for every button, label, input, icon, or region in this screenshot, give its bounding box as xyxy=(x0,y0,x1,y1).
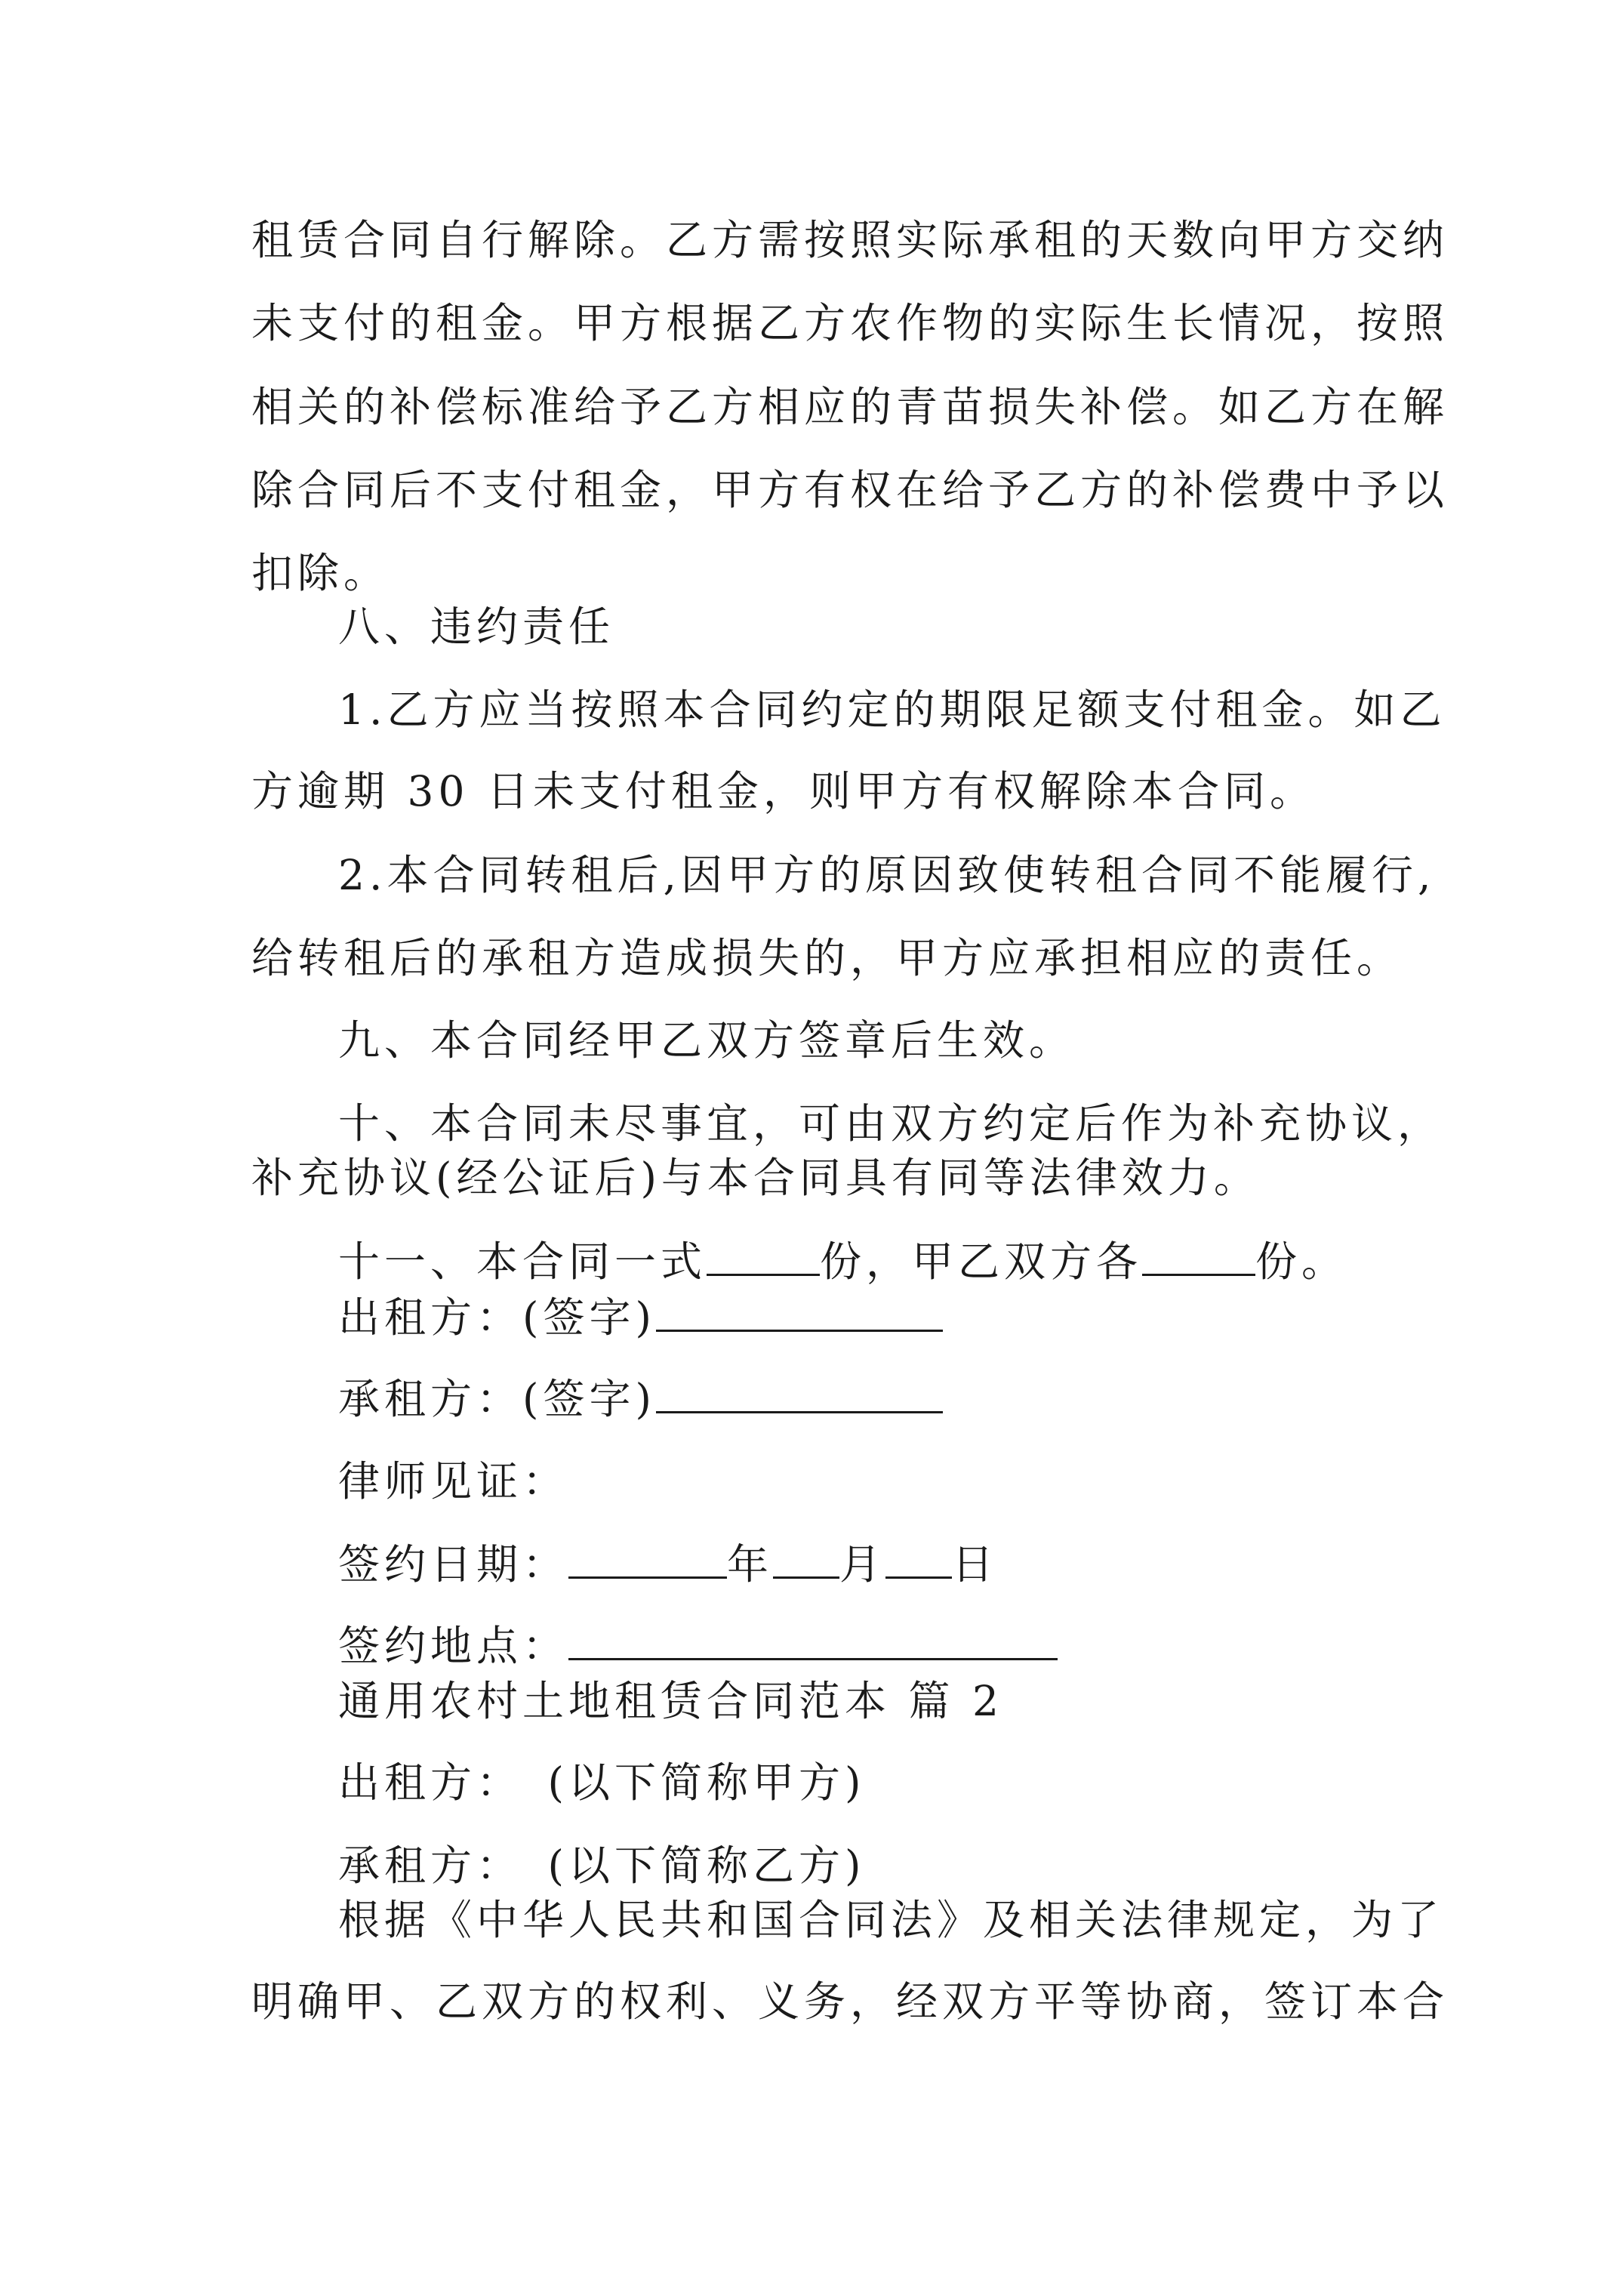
sign-place-blank xyxy=(568,1619,1058,1660)
copies-each-blank xyxy=(1142,1234,1255,1276)
paragraph-line: 未支付的租金。甲方根据乙方农作物的实际生长情况，按照 xyxy=(251,299,1449,347)
lessor-signature-line xyxy=(338,1290,943,1344)
paragraph-line: 方逾期 30 日未支付租金，则甲方有权解除本合同。 xyxy=(251,767,1316,815)
paragraph-line: 租赁合同自行解除。乙方需按照实际承租的天数向甲方交纳 xyxy=(251,216,1449,264)
lessor-line: 出租方： (以下简称甲方) xyxy=(338,1758,866,1807)
paragraph-line: 十、本合同未尽事宜，可由双方约定后作为补充协议， xyxy=(338,1099,1444,1148)
day-blank xyxy=(885,1537,952,1579)
paragraph-line: 2.本合同转租后,因甲方的原因致使转租合同不能履行, xyxy=(338,851,1436,899)
lessee-signature-line xyxy=(338,1372,943,1425)
copies-prefix: 十一、本合同一式 xyxy=(338,1237,707,1286)
paragraph-line: 相关的补偿标准给予乙方相应的青苗损失补偿。如乙方在解 xyxy=(251,383,1449,431)
copies-line xyxy=(338,1234,1347,1288)
section-title: 通用农村土地租赁合同范本 篇 2 xyxy=(338,1677,1003,1725)
paragraph-line: 给转租后的承租方造成损失的，甲方应承担相应的责任。 xyxy=(251,934,1403,982)
sign-place-line xyxy=(338,1619,1058,1672)
paragraph-line: 明确甲、乙双方的权利、义务，经双方平等协商，签订本合 xyxy=(251,1977,1449,2026)
lessee-sign-blank xyxy=(656,1372,943,1413)
month-blank xyxy=(773,1537,839,1579)
paragraph-line: 除合同后不支付租金，甲方有权在给予乙方的补偿费中予以 xyxy=(251,466,1449,514)
copies-total-blank xyxy=(707,1234,820,1276)
paragraph-line: 九、本合同经甲乙双方签章后生效。 xyxy=(338,1016,1076,1065)
sign-place-label: 签约地点： xyxy=(338,1622,569,1670)
copies-suffix: 份。 xyxy=(1255,1237,1348,1286)
lessor-sign-blank xyxy=(656,1290,943,1332)
lawyer-witness: 律师见证： xyxy=(338,1457,569,1505)
paragraph-line: 扣除。 xyxy=(251,549,390,597)
section-heading: 八、违约责任 xyxy=(338,603,615,651)
year-label: 年 xyxy=(727,1540,774,1589)
paragraph-line: 补充协议(经公证后)与本合同具有同等法律效力。 xyxy=(251,1154,1260,1202)
paragraph-line: 根据《中华人民共和国合同法》及相关法律规定，为了 xyxy=(338,1896,1444,1944)
lessor-sign-label: 出租方：(签字) xyxy=(338,1293,656,1342)
year-blank xyxy=(568,1537,727,1579)
month-label: 月 xyxy=(839,1540,886,1589)
copies-middle: 份，甲乙双方各 xyxy=(820,1237,1143,1286)
sign-date-line xyxy=(338,1537,998,1591)
paragraph-line: 1.乙方应当按照本合同约定的期限足额支付租金。如乙 xyxy=(338,686,1446,734)
sign-date-label: 签约日期： xyxy=(338,1540,569,1589)
lessee-line: 承租方： (以下简称乙方) xyxy=(338,1841,866,1890)
lessee-sign-label: 承租方：(签字) xyxy=(338,1375,656,1423)
day-label: 日 xyxy=(952,1540,999,1589)
